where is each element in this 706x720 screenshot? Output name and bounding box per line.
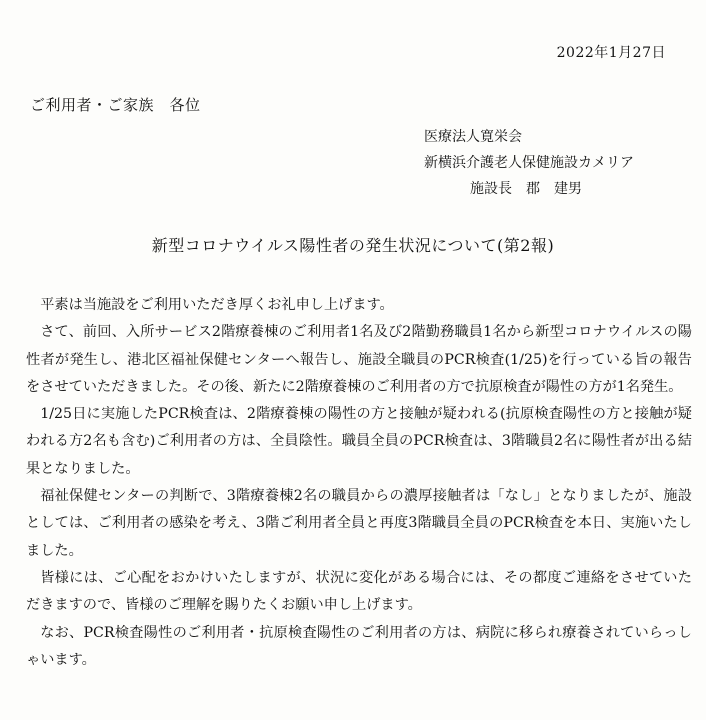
sender-block bbox=[424, 124, 634, 202]
paragraph: 1/25日に実施したPCR検査は、2階療養棟の陽性の方と接触が疑われる(抗原検査陽性の方と接触が疑われる方2名も含む)ご利用者の方は、全員陰性。職員全員のPCR検査は、3階職員2名に陽性者が出る結果となりました。 bbox=[26, 406, 692, 477]
paragraph: なお、PCR検査陽性のご利用者・抗原検査陽性のご利用者の方は、病院に移られ療養されていらっしゃいます。 bbox=[26, 624, 692, 668]
document-date: 2022年1月27日 bbox=[556, 45, 666, 61]
paragraph: さて、前回、入所サービス2階療養棟のご利用者1名及び2階勤務職員1名から新型コロナウイルスの陽性者が発生し、港北区福祉保健センターへ報告し、施設全職員のPCR検査(1/25)を行っている旨の報告をさせていただきました。その後、新たに2階療養棟のご利用者の方で抗原検査が陽性の方が1名発生。 bbox=[26, 324, 692, 395]
paragraph: 皆様には、ご心配をおかけいたしますが、状況に変化がある場合には、その都度ご連絡をさせていただきますので、皆様のご理解を賜りたくお願い申し上げます。 bbox=[26, 569, 692, 614]
sender-director: 施設長 郡 建男 bbox=[470, 181, 582, 197]
sender-corporation: 医療法人寛栄会 bbox=[424, 129, 522, 145]
paragraph: 福祉保健センターの判断で、3階療養棟2名の職員からの濃厚接触者は「なし」となりましたが、施設としては、ご利用者の感染を考え、3階ご利用者全員と再度3階職員全員のPCR検査を本日、実施いたしました。 bbox=[26, 488, 692, 559]
addressee: ご利用者・ご家族 各位 bbox=[30, 96, 201, 114]
document-title: 新型コロナウイルス陽性者の発生状況について(第2報) bbox=[151, 236, 555, 255]
sender-facility: 新横浜介護老人保健施設カメリア bbox=[424, 155, 634, 171]
paragraph: 平素は当施設をご利用いただき厚くお礼申し上げます。 bbox=[40, 297, 394, 313]
document-body bbox=[26, 292, 692, 674]
